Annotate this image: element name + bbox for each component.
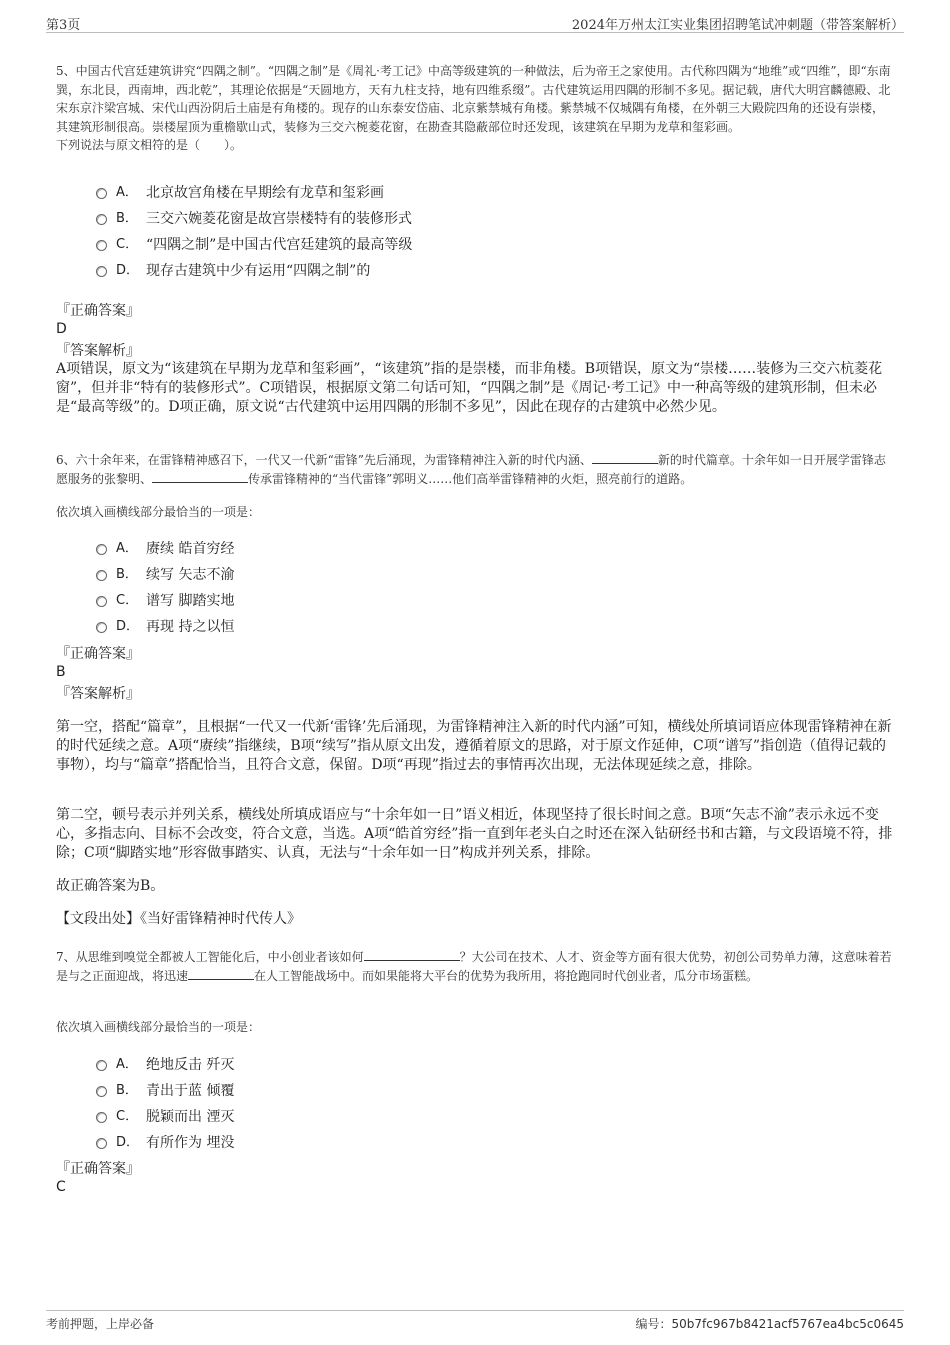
blank-line [364,948,460,961]
document-code: 编号：50b7fc967b8421acf5767ea4bc5c0645 [635,1317,904,1331]
blank-line [592,451,658,464]
option-text: 现存古建筑中少有运用“四隅之制”的 [146,263,371,279]
blank-line [188,967,254,980]
option-c[interactable]: C． 脱颖而出 湮灭 [96,1104,234,1130]
analysis-label: 『答案解析』 [56,686,140,702]
radio-icon[interactable] [96,188,107,199]
question-5-stem: 5、中国古代宫廷建筑讲究“四隅之制”。“四隅之制”是《周礼·考工记》中高等级建筑的一种做法，后为帝王之家使用。古代称四隅为“地维”或“四维”，即“东南巽，东北艮，西南坤，西北乾”，其理论依据是“天圆地方，天有九柱支持，地有四维系缀”。古代建筑运用四隅的形制不多见。据记载，唐代大明宫麟德殿、北宋东京汴梁宫城、宋代山西汾阴后土庙是有角楼的。现存的山东泰安岱庙、北京紫禁城有角楼。紫禁城不仅城隅有角楼，在外朝三大殿院四角的还设有崇楼，其建筑形制很高。崇楼屋顶为重檐歇山式，装修为三交六椀菱花窗，在勘查其隐蔽部位时还发现，该建筑在早期为龙草和玺彩画。 [56,64,891,134]
option-b[interactable]: B． 续写 矢志不渝 [96,562,234,588]
radio-icon[interactable] [96,1060,107,1071]
conclusion: 故正确答案为B。 [56,878,165,894]
radio-icon[interactable] [96,1138,107,1149]
radio-icon[interactable] [96,214,107,225]
option-d[interactable]: D． 再现 持之以恒 [96,614,234,640]
answer-label: 『正确答案』 [56,646,140,662]
question-7-stem: 7、从思维到嗅觉全都被人工智能化后，中小创业者该如何 ？大公司在技术、人才、资金等方面有很大优势，初创公司势单力薄，这意味着若是与之正面迎战，将迅速 在人工智能战场中。而如果能将大平台的优势为我所用，将抢跑同时代创业者，瓜分市场蛋糕。 [56,950,892,983]
option-text: 有所作为 埋没 [146,1135,235,1151]
option-a[interactable]: A． 北京故宫角楼在早期绘有龙草和玺彩画 [96,180,412,206]
option-text: 北京故宫角楼在早期绘有龙草和玺彩画 [146,185,384,201]
option-a[interactable]: A． 赓续 皓首穷经 [96,536,234,562]
option-c[interactable]: C． 谱写 脚踏实地 [96,588,234,614]
analysis-text: A项错误，原文为“该建筑在早期为龙草和玺彩画”，“该建筑”指的是崇楼，而非角楼。B项错误，原文为“崇楼……装修为三交六杭菱花窗”，但并非“特有的装修形式”。C项错误，根据原文第二句话可知，“四隅之制”是《周记·考工记》中一种高等级的建筑形制，但未必是“最高等级”的。D项正确，原文说“古代建筑中运用四隅的形制不多见”，因此在现存的古建筑中必然少见。 [56,361,883,415]
answer-value: D [56,321,67,337]
option-text: “四隅之制”是中国古代宫廷建筑的最高等级 [146,237,413,253]
question-5 [56,62,894,155]
radio-icon[interactable] [96,1112,107,1123]
option-text: 三交六婉菱花窗是故宫崇楼特有的装修形式 [146,211,412,227]
answer-value: C [56,1179,66,1195]
option-b[interactable]: B． 青出于蓝 倾覆 [96,1078,234,1104]
option-text: 再现 持之以恒 [146,619,235,635]
radio-icon[interactable] [96,266,107,277]
radio-icon[interactable] [96,622,107,633]
question-7 [56,948,894,985]
question-6-ask: 依次填入画横线部分最恰当的一项是： [56,505,261,519]
page-footer [46,1310,904,1335]
question-5-ask: 下列说法与原文相符的是（ ）。 [56,138,243,152]
option-text: 赓续 皓首穷经 [146,541,235,557]
answer-label: 『正确答案』 [56,1161,140,1177]
analysis-label: 『答案解析』 [56,343,140,359]
question-7-ask: 依次填入画横线部分最恰当的一项是： [56,1020,261,1034]
footer-slogan: 考前押题，上岸必备 [46,1317,155,1331]
option-b[interactable]: B． 三交六婉菱花窗是故宫崇楼特有的装修形式 [96,206,412,232]
radio-icon[interactable] [96,596,107,607]
question-6-options [96,536,234,640]
analysis-paragraph-2: 第二空，顿号表示并列关系，横线处所填成语应与“十余年如一日”语义相近，体现坚持了很长时间之意。B项“矢志不渝”表示永远不变心，多指志向、目标不会改变，符合文意，当选。A项“皓首穷经”指一直到年老头白之时还在深入钻研经书和古籍，与文段语境不符，排除；C项“脚踏实地”形容做事踏实、认真，无法与“十余年如一日”构成并列关系，排除。 [56,807,893,861]
option-text: 绝地反击 歼灭 [146,1057,235,1073]
page-number: 第3页 [46,18,81,33]
radio-icon[interactable] [96,1086,107,1097]
answer-label: 『正确答案』 [56,303,140,319]
option-c[interactable]: C． “四隅之制”是中国古代宫廷建筑的最高等级 [96,232,412,258]
option-text: 脱颖而出 湮灭 [146,1109,235,1125]
question-5-options [96,180,412,284]
option-text: 续写 矢志不渝 [146,567,235,583]
question-6-stem: 6、六十余年来，在雷锋精神感召下，一代又一代新“雷锋”先后涌现，为雷锋精神注入新的时代内涵、 新的时代篇章。十余年如一日开展学雷锋志愿服务的张黎明、 传承雷锋精神的“当代雷锋”郭明义……他们高举雷锋精神的火炬，照亮前行的道路。 [56,453,886,486]
radio-icon[interactable] [96,544,107,555]
answer-value: B [56,664,66,680]
radio-icon[interactable] [96,570,107,581]
option-a[interactable]: A． 绝地反击 歼灭 [96,1052,234,1078]
analysis-paragraph-1: 第一空，搭配“篇章”，且根据“一代又一代新‘雷锋’先后涌现，为雷锋精神注入新的时代内涵”可知，横线处所填词语应体现雷锋精神在新的时代延续之意。A项“赓续”指继续，B项“续写”指从原文出发，遵循着原文的思路，对于原文作延伸，C项“谱写”指创造（值得记载的事物），均与“篇章”搭配恰当，且符合文意，保留。D项“再现”指过去的事情再次出现，无法体现延续之意，排除。 [56,719,892,773]
page-header [46,14,904,33]
source: 【文段出处】《当好雷锋精神时代传人》 [56,911,301,927]
option-d[interactable]: D． 现存古建筑中少有运用“四隅之制”的 [96,258,412,284]
option-text: 青出于蓝 倾覆 [146,1083,235,1099]
option-d[interactable]: D． 有所作为 埋没 [96,1130,234,1156]
question-7-options [96,1052,234,1156]
question-6 [56,451,894,488]
radio-icon[interactable] [96,240,107,251]
option-text: 谱写 脚踏实地 [146,593,235,609]
document-title: 2024年万州太江实业集团招聘笔试冲刺题（带答案解析） [571,18,904,33]
blank-line [152,470,248,483]
